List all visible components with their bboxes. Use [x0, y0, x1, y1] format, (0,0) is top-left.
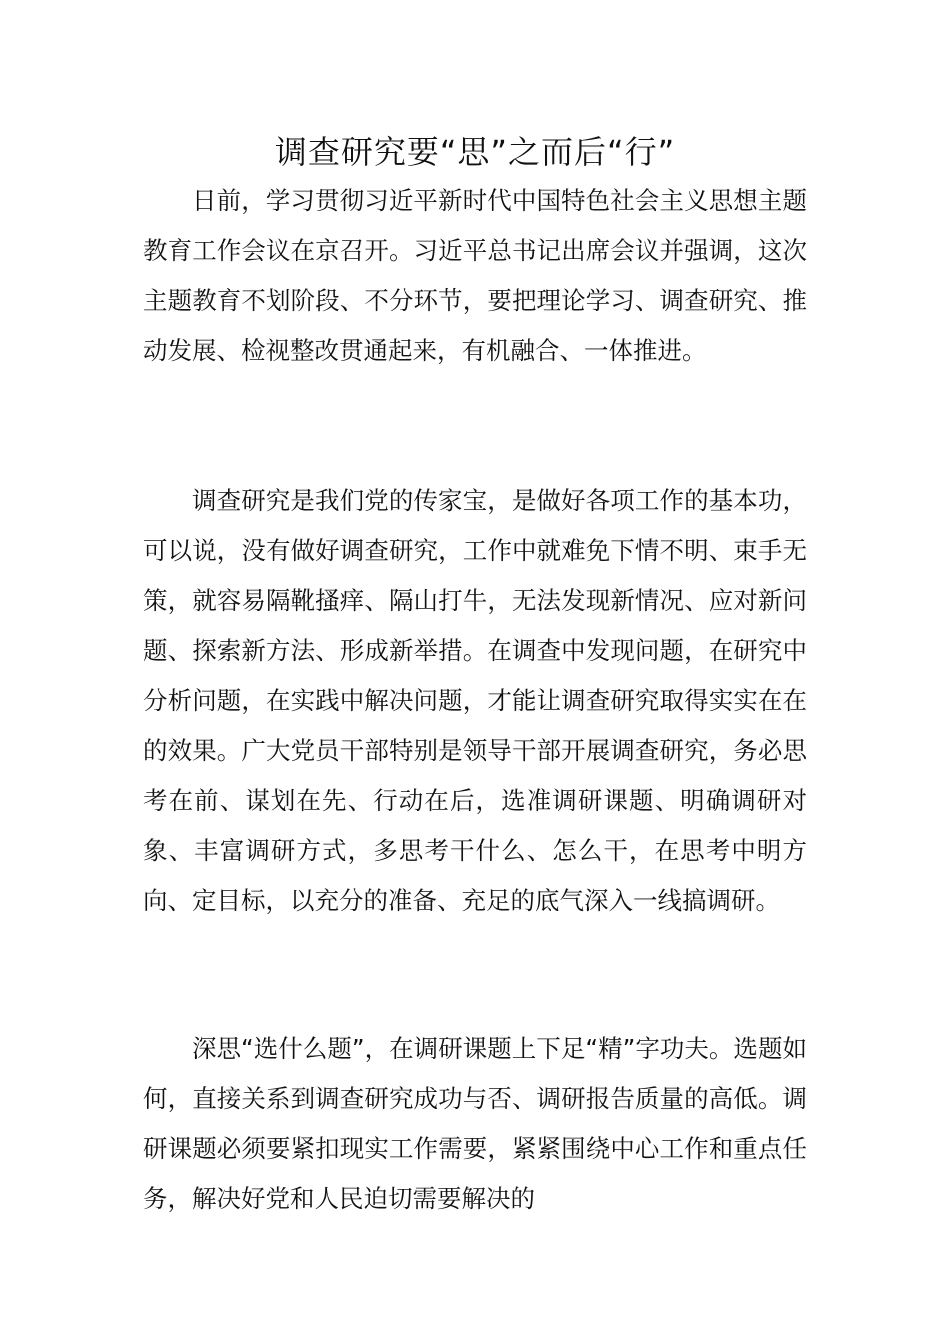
paragraph-1: 日前，学习贯彻习近平新时代中国特色社会主义思想主题教育工作会议在京召开。习近平总书记出席会议并强调，这次主题教育不划阶段、不分环节，要把理论学习、调查研究、推动发展、检视整改贯通起来，有机融合、一体推进。 [143, 186, 807, 365]
paragraph-3: 深思“选什么题”，在调研课题上下足“精”字功夫。选题如何，直接关系到调查研究成功与否、调研报告质量的高低。调研课题必须要紧扣现实工作需要，紧紧围绕中心工作和重点任务，解决好党和人民迫切需要解决的 [143, 1034, 807, 1213]
paragraph-2: 调查研究是我们党的传家宝，是做好各项工作的基本功，可以说，没有做好调查研究，工作中就难免下情不明、束手无策，就容易隔靴搔痒、隔山打牛，无法发现新情况、应对新问题、探索新方法、形成新举措。在调查中发现问题，在研究中分析问题，在实践中解决问题，才能让调查研究取得实实在在的效果。广大党员干部特别是领导干部开展调查研究，务必思考在前、谋划在先、行动在后，选准调研课题、明确调研对象、丰富调研方式，多思考干什么、怎么干，在思考中明方向、定目标，以充分的准备、充足的底气深入一线搞调研。 [143, 486, 807, 915]
document-title: 调查研究要“思”之而后“行” [274, 133, 676, 171]
